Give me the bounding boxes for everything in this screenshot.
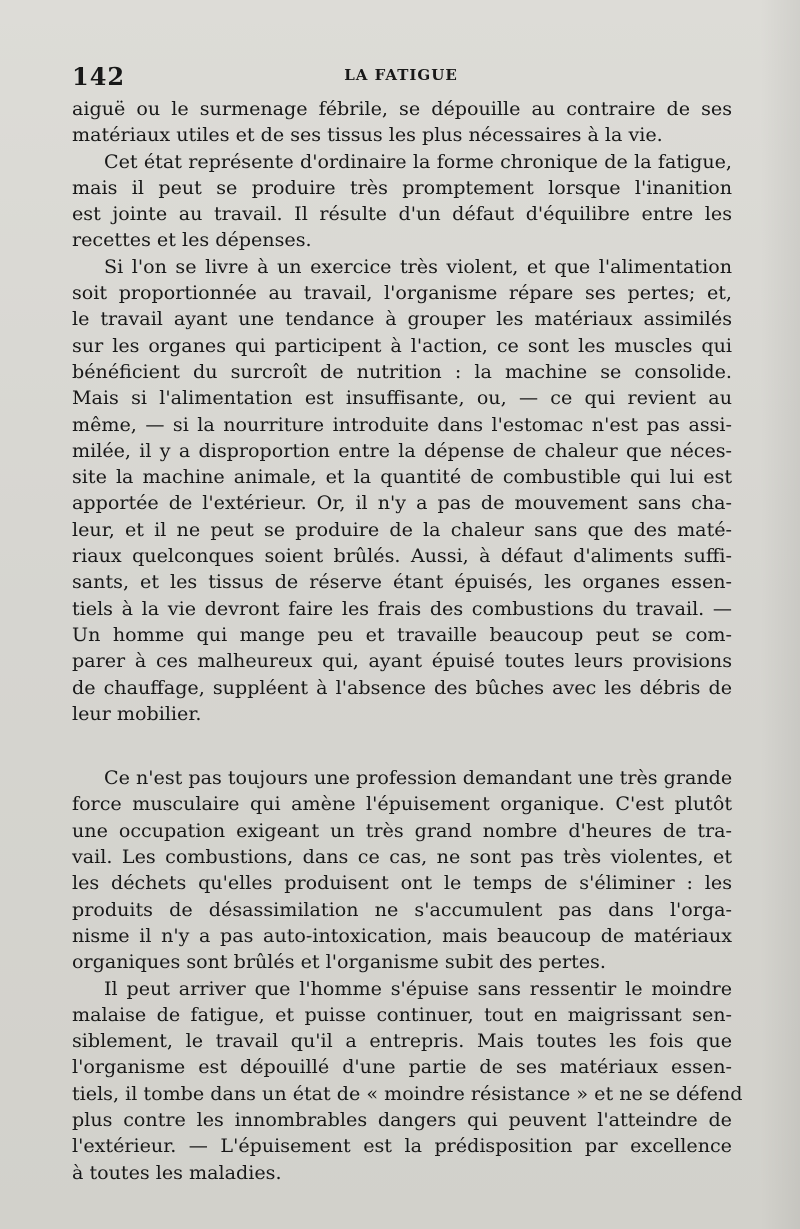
- text-line: nisme il n'y a pas auto-intoxication, mais beaucoup de matériaux: [72, 923, 732, 947]
- text-line: apportée de l'extérieur. Or, il n'y a pas de mouvement sans cha-: [72, 491, 732, 515]
- text-line: sants, et les tissus de réserve étant épuisés, les organes essen-: [72, 570, 732, 594]
- text-line: Mais si l'alimentation est insuffisante, ou, — ce qui revient au: [72, 386, 732, 410]
- text-line: siblement, le travail qu'il a entrepris. Mais toutes les fois que: [72, 1029, 732, 1053]
- text-line: l'organisme est dépouillé d'une partie de ses matériaux essen-: [72, 1055, 732, 1079]
- text-line: parer à ces malheureux qui, ayant épuisé toutes leurs provisions: [72, 649, 732, 673]
- text-line: produits de désassimilation ne s'accumulent pas dans l'orga-: [72, 897, 732, 921]
- text-line: même, — si la nourriture introduite dans l'estomac n'est pas assi-: [72, 412, 732, 436]
- text-line: organiques sont brûlés et l'organisme subit des pertes.: [72, 950, 606, 974]
- text-line: matériaux utiles et de ses tissus les plus nécessaires à la vie.: [72, 123, 663, 147]
- body-text: [72, 96, 743, 1186]
- text-line: bénéficient du surcroît de nutrition : la machine se consolide.: [72, 359, 732, 383]
- text-line: milée, il y a disproportion entre la dépense de chaleur que néces-: [72, 438, 732, 462]
- text-line: Ce n'est pas toujours une profession demandant une très grande: [104, 766, 733, 790]
- text-line: recettes et les dépenses.: [72, 228, 312, 252]
- text-line: malaise de fatigue, et puisse continuer, tout en maigrissant sen-: [72, 1002, 732, 1026]
- section-gap: [72, 727, 732, 765]
- paragraph-continuation: [72, 96, 732, 149]
- text-line: à toutes les maladies.: [72, 1160, 282, 1184]
- text-line: soit proportionnée au travail, l'organisme répare ses pertes; et,: [72, 281, 732, 305]
- text-line: site la machine animale, et la quantité de combustible qui lui est: [72, 465, 732, 489]
- text-line: est jointe au travail. Il résulte d'un défaut d'équilibre entre les: [72, 202, 732, 226]
- text-line: le travail ayant une tendance à grouper les matériaux assimilés: [72, 307, 732, 331]
- text-line: Il peut arriver que l'homme s'épuise sans ressentir le moindre: [104, 976, 732, 1000]
- text-line: les déchets qu'elles produisent ont le temps de s'éliminer : les: [72, 871, 732, 895]
- text-line: force musculaire qui amène l'épuisement organique. C'est plutôt: [72, 792, 732, 816]
- page-number: 142: [72, 62, 126, 91]
- paragraph-chronic-fatigue: [72, 149, 732, 254]
- text-line: sur les organes qui participent à l'action, ce sont les muscles qui: [72, 333, 732, 357]
- text-line: tiels, il tombe dans un état de « moindre résistance » et ne se défend: [72, 1081, 743, 1105]
- text-line: Si l'on se livre à un exercice très violent, et que l'alimentation: [104, 254, 732, 278]
- text-line: vail. Les combustions, dans ce cas, ne sont pas très violentes, et: [72, 845, 732, 869]
- text-line: une occupation exigeant un très grand nombre d'heures de tra-: [72, 818, 732, 842]
- text-line: aiguë ou le surmenage fébrile, se dépouille au contraire de ses: [72, 97, 732, 120]
- text-line: riaux quelconques soient brûlés. Aussi, à défaut d'aliments suffi-: [72, 544, 732, 568]
- text-line: de chauffage, suppléent à l'absence des bûches avec les débris de: [72, 675, 732, 699]
- text-line: leur mobilier.: [72, 701, 202, 725]
- paragraph-exhaustion: [72, 976, 743, 1186]
- text-line: leur, et il ne peut se produire de la chaleur sans que des maté-: [72, 517, 732, 541]
- text-line: tiels à la vie devront faire les frais des combustions du travail. —: [72, 596, 732, 620]
- running-title: LA FATIGUE: [344, 66, 458, 84]
- text-line: mais il peut se produire très promptement lorsque l'inanition: [72, 175, 732, 199]
- page-edge-shadow: [760, 0, 800, 1229]
- text-line: Cet état représente d'ordinaire la forme chronique de la fatigue,: [104, 149, 732, 173]
- paragraph-profession: [72, 765, 732, 975]
- text-line: l'extérieur. — L'épuisement est la prédisposition par excellence: [72, 1134, 732, 1158]
- paragraph-violent-exercise: [72, 254, 732, 727]
- page-header: [72, 62, 730, 92]
- text-line: plus contre les innombrables dangers qui peuvent l'atteindre de: [72, 1107, 732, 1131]
- text-line: Un homme qui mange peu et travaille beaucoup peut se com-: [72, 622, 732, 646]
